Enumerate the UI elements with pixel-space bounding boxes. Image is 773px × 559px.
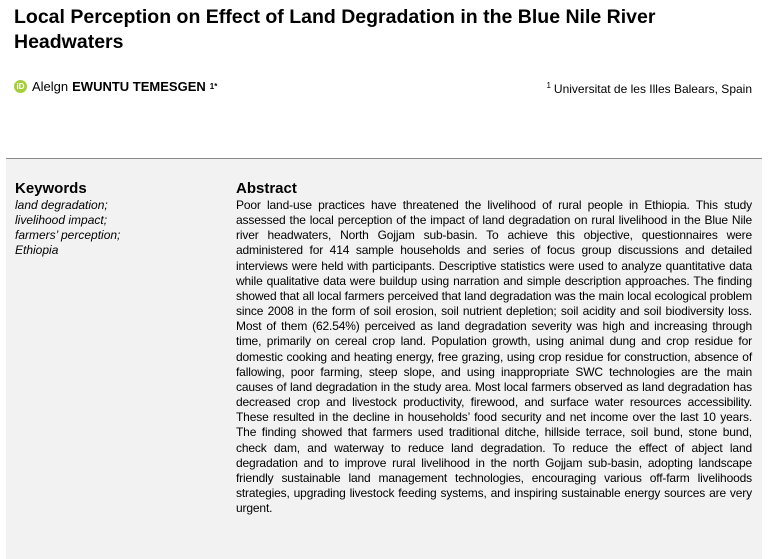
abstract-heading: Abstract <box>236 180 297 197</box>
abstract-text: Poor land-use practices have threatened the livelihood of rural people in Ethiopia. This study assessed the local perception of the impact of land degradation on rural livelihood in the Blue Nile river headwaters, North Gojjam sub-basin. To achieve this objective, questionnaires were administered for 414 sample households and series of focus group discussions and detailed interviews were held with participants. Descriptive statistics were used to analyze quantitative data while qualitative data were buildup using narration and simple description approaches. The finding showed that all local farmers perceived that land degradation was the main local ecological problem since 2008 in the form of soil erosion, soil nutrient depletion; soil acidity and soil biodiversity loss. Most of them (62.54%) perceived as land degradation severity was high and increasing through time, primarily on cereal crop land. Population growth, using animal dung and crop residue for domestic cooking and heating energy, free grazing, using crop residue for construction, absence of fallowing, poor farming, steep slope, and using inappropriate SWC technologies are the main causes of land degradation in the study area. Most local farmers observed as land degradation has decreased crop and livestock productivity, firewood, and surface water resources accessibility. These resulted in the decline in households’ food security and net income over the last 10 years. The finding showed that farmers used traditional ditche, hillside terrace, soil bund, stone bund, check dam, and waterway to reduce land degradation. To reduce the effect of abject land degradation and to improve rural livelihood in the north Gojjam sub-basin, adopting landscape friendly sustainable land management technologies, encouraging various off-farm livelihoods strategies, upgrading livestock feeding systems, and inspiring sustainable energy sources are very urgent. <box>236 198 752 516</box>
abstract-section <box>236 180 752 516</box>
author-first-name: Alelgn <box>32 79 69 94</box>
affiliation-text: Universitat de les Illes Balears, Spain <box>553 82 752 96</box>
affiliation-marker: 1 <box>546 81 551 90</box>
author-last-name: EWUNTU TEMESGEN <box>72 79 206 94</box>
paper-title: Local Perception on Effect of Land Degradation in the Blue Nile River Headwaters <box>14 6 656 53</box>
keyword-item: Ethiopia <box>15 243 59 257</box>
author-line <box>14 79 217 94</box>
orcid-icon[interactable]: iD <box>14 80 27 93</box>
keywords-section <box>15 180 225 258</box>
author-affiliation-marker: 1* <box>209 82 218 91</box>
abstract-panel <box>6 158 762 559</box>
keywords-list <box>15 198 225 258</box>
keyword-item: land degradation; <box>15 198 108 212</box>
keywords-heading: Keywords <box>15 180 87 197</box>
keyword-item: livelihood impact; <box>15 213 108 227</box>
keyword-item: farmers’ perception; <box>15 228 121 242</box>
affiliation <box>546 81 752 96</box>
